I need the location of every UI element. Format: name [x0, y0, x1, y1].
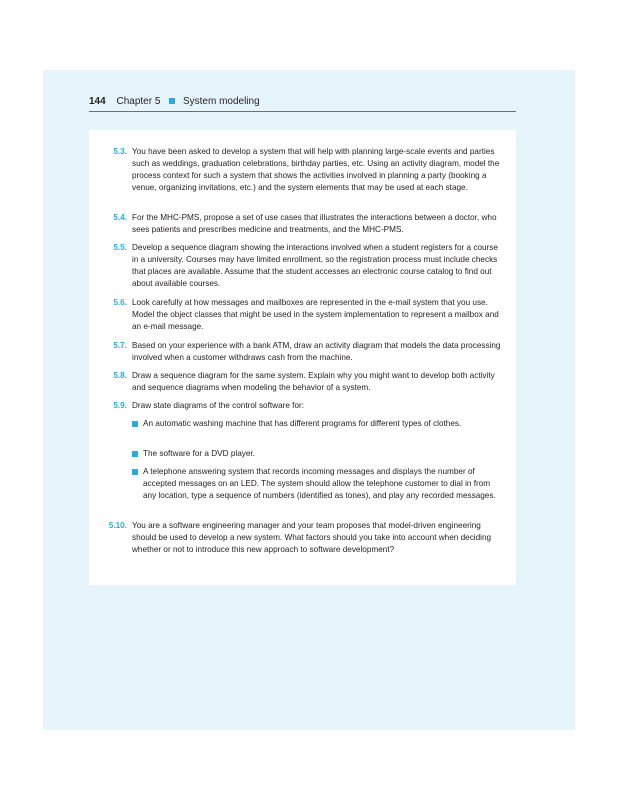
- bullet-text: The software for a DVD player.: [143, 449, 255, 458]
- running-header: [89, 95, 516, 112]
- square-bullet-icon: [132, 469, 138, 475]
- chapter-label: Chapter 5: [116, 96, 161, 107]
- exercise-number: 5.5.: [113, 243, 127, 252]
- exercise-number: 5.9.: [113, 401, 127, 410]
- exercise-number: 5.7.: [113, 341, 127, 350]
- bullet-text: A telephone answering system that records incoming messages and displays the number of accepted messages on an LED. The system should allow the telephone customer to dial in from any location, type a sequence of numbers (identified as tones), and play any recorded messages.: [143, 467, 496, 500]
- exercises-panel: [89, 130, 516, 585]
- exercise-text: Look carefully at how messages and mailboxes are represented in the e-mail system that you use. Model the object classes that might be used in the system implementation to represent a mailbox and an e-mail message.: [132, 298, 499, 331]
- exercise-number: 5.3.: [113, 147, 127, 156]
- exercise-text: Draw a sequence diagram for the same system. Explain why you might want to develop both activity and sequence diagrams when modeling the behavior of a system.: [132, 371, 495, 392]
- exercise-number: 5.8.: [113, 371, 127, 380]
- exercise-text: You are a software engineering manager and your team proposes that model-driven engineering should be used to develop a new system. What factors should you take into account when deciding whether or not to introduce this new approach to software development?: [132, 521, 492, 554]
- page-number: 144: [89, 96, 106, 107]
- square-bullet-icon: [132, 451, 138, 457]
- exercise-text: Based on your experience with a bank ATM, draw an activity diagram that models the data processing involved when a customer withdraws cash from the machine.: [132, 341, 501, 362]
- exercise-number: 5.4.: [113, 213, 127, 222]
- bullet-text: An automatic washing machine that has different programs for different types of clothes.: [143, 419, 462, 428]
- exercise-text: For the MHC-PMS, propose a set of use cases that illustrates the interactions between a doctor, who sees patients and prescribes medicine and treatments, and the MHC-PMS.: [132, 213, 497, 234]
- exercise-text: Develop a sequence diagram showing the interactions involved when a student registers for a course in a university. Courses may have limited enrollment, so the registration process must include checks that places are available. Assume that the student accesses an electronic course catalog to find out about available courses.: [132, 243, 498, 288]
- exercise-number: 5.6.: [113, 298, 127, 307]
- exercise-number: 5.10.: [108, 521, 127, 530]
- square-bullet-icon: [132, 421, 138, 427]
- square-bullet-icon: [169, 98, 175, 104]
- exercise-text: Draw state diagrams of the control software for:: [132, 401, 305, 410]
- section-title: System modeling: [182, 96, 260, 107]
- exercise-text: You have been asked to develop a system that will help with planning large-scale events and parties such as weddings, graduation celebrations, birthday parties, etc. Using an activity diagram, model the process context for such a system that shows the activities involved in planning a party (booking a venue, organizing invitations, etc.) and the system elements that may be used at each stage.: [132, 147, 500, 192]
